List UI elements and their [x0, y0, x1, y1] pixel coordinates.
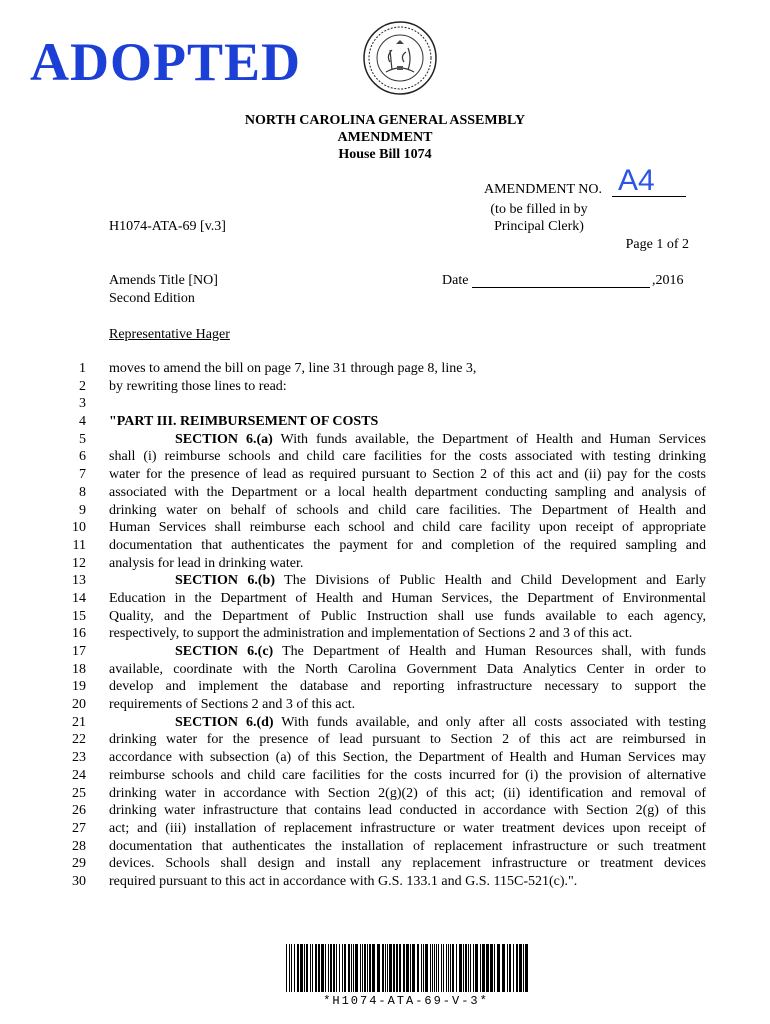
barcode-bar — [351, 944, 352, 992]
page-indicator: Page 1 of 2 — [625, 237, 689, 252]
line-text: by rewriting those lines to read: — [109, 378, 287, 394]
text-line — [109, 484, 706, 502]
barcode-bar — [291, 944, 292, 992]
line-text: respectively, to support the administration and implementation of Sections 2 and 3 of this act. — [109, 626, 633, 642]
text-line — [109, 395, 706, 413]
barcode-bar — [353, 944, 354, 992]
barcode-bar — [412, 944, 415, 992]
line-text: required pursuant to this act in accordance with G.S. 133.1 and G.S. 115C-521(c).". — [109, 873, 578, 889]
line-text: drinking water in accordance with Section 2(g)(2) of this act; (ii) identification and removal of — [109, 785, 706, 801]
barcode-bar — [436, 944, 437, 992]
text-line — [109, 767, 706, 785]
barcode-bar — [502, 944, 505, 992]
barcode-bar — [367, 944, 368, 992]
barcode-bar — [342, 944, 343, 992]
line-text: available, coordinate with the North Carolina Government Data Analytics Center in order to — [109, 661, 706, 677]
line-text: water for the presence of lead as required pursuant to Section 2 of this act and (ii) pay for the costs — [109, 467, 706, 483]
barcode-bar — [468, 944, 469, 992]
text-line — [109, 537, 706, 555]
barcode-bar — [448, 944, 449, 992]
text-line — [109, 431, 706, 449]
line-text: Education in the Department of Health and Human Services, the Department of Environmental — [109, 590, 706, 606]
clerk-note-line-2: Principal Clerk) — [494, 219, 584, 234]
barcode-bar — [430, 944, 431, 992]
line-number: 12 — [72, 555, 86, 571]
text-line — [109, 608, 706, 626]
barcode-bar — [310, 944, 311, 992]
text-line — [109, 360, 706, 378]
text-line — [109, 466, 706, 484]
line-number: 15 — [72, 608, 86, 624]
line-number: 6 — [79, 449, 86, 465]
line-number: 7 — [79, 467, 86, 483]
line-number: 22 — [72, 732, 86, 748]
text-line — [109, 678, 706, 696]
barcode-bar — [325, 944, 326, 992]
line-number: 3 — [79, 396, 86, 412]
barcode-bar — [385, 944, 386, 992]
barcode-bar — [410, 944, 411, 992]
barcode-bar — [403, 944, 405, 992]
line-number: 16 — [72, 626, 86, 642]
section-heading: "PART III. REIMBURSEMENT OF COSTS — [109, 414, 379, 430]
barcode-bar — [516, 944, 518, 992]
sponsor-name: Representative Hager — [109, 327, 230, 342]
line-text: analysis for lead in drinking water. — [109, 555, 304, 571]
barcode-bar — [286, 944, 287, 992]
line-text: reimburse schools and child care facilities for the costs incurred for (i) the provision of alternative — [109, 767, 706, 783]
barcode-bar — [304, 944, 305, 992]
barcode-bar — [417, 944, 419, 992]
text-line — [109, 838, 706, 856]
line-text: develop and implement the database and reporting infrastructure necessary to support the — [109, 679, 706, 695]
barcode-bar — [297, 944, 299, 992]
line-number: 26 — [72, 803, 86, 819]
line-number: 11 — [72, 537, 86, 553]
barcode-bar — [497, 944, 500, 992]
line-number: 19 — [72, 679, 86, 695]
barcode-bar — [330, 944, 332, 992]
date-year: ,2016 — [652, 273, 684, 288]
barcode-bar — [318, 944, 320, 992]
line-text: documentation that authenticates the payment for and completion of the required sampling and — [109, 537, 706, 553]
barcode-bar — [289, 944, 290, 992]
line-text: Human Services shall reimburse each school and child care facility upon receipt of appropriate — [109, 520, 706, 536]
barcode-bar — [421, 944, 422, 992]
line-number: 29 — [72, 856, 86, 872]
barcode-bar — [438, 944, 439, 992]
barcode-bar — [463, 944, 464, 992]
edition: Second Edition — [109, 291, 195, 306]
barcode-bar — [432, 944, 433, 992]
barcode-bar — [336, 944, 337, 992]
line-number: 9 — [79, 502, 86, 518]
text-line — [109, 785, 706, 803]
text-line — [109, 502, 706, 520]
barcode-bar — [509, 944, 511, 992]
line-number: 24 — [72, 767, 86, 783]
line-number: 1 — [79, 361, 86, 376]
section-heading: SECTION 6.(b) — [175, 573, 276, 589]
barcode-bar — [475, 944, 478, 992]
barcode-bar — [490, 944, 493, 992]
section-heading: SECTION 6.(d) — [175, 714, 274, 730]
barcode-bar — [452, 944, 454, 992]
line-number: 30 — [72, 873, 86, 889]
barcode-bar — [423, 944, 424, 992]
line-number: 27 — [72, 820, 86, 836]
text-line — [109, 378, 706, 396]
text-line — [109, 590, 706, 608]
line-number: 14 — [72, 590, 86, 606]
barcode-bar — [513, 944, 514, 992]
document-type: AMENDMENT — [337, 130, 433, 145]
section-heading: SECTION 6.(c) — [175, 644, 274, 659]
barcode-bar — [473, 944, 474, 992]
clerk-note-line-1: (to be filled in by — [490, 202, 588, 217]
line-text: documentation that authenticates the installation of replacement infrastructure or such treatment — [109, 838, 706, 854]
barcode-bar — [525, 944, 528, 992]
barcode-bar — [377, 944, 380, 992]
line-text: With funds available, the Department of Health and Human Services — [272, 431, 706, 447]
barcode-bar — [406, 944, 409, 992]
line-number: 23 — [72, 750, 86, 766]
line-text: Quality, and the Department of Public Instruction shall use funds available to each agency, — [109, 608, 706, 624]
document-id: H1074-ATA-69 [v.3] — [109, 219, 226, 234]
barcode-bar — [446, 944, 447, 992]
text-line — [109, 643, 706, 661]
text-line — [109, 696, 706, 714]
line-text: associated with the Department or a local health department conducting sampling and analysis of — [109, 484, 706, 500]
barcode-bar — [494, 944, 495, 992]
text-line — [109, 625, 706, 643]
bill-number: House Bill 1074 — [338, 147, 432, 162]
line-number: 8 — [79, 484, 86, 500]
line-number: 2 — [79, 378, 86, 394]
barcode-bar — [396, 944, 398, 992]
line-text: drinking water for the presence of lead pursuant to Section 2 of this act are reimbursed in — [109, 732, 706, 748]
barcode-bar — [456, 944, 457, 992]
line-text: The Divisions of Public Health and Child Development and Early — [275, 573, 706, 589]
amendment-number-underline — [612, 196, 686, 197]
line-text: drinking water infrastructure that contains lead conducted in accordance with Section 2(g) of this — [109, 803, 706, 819]
barcode-bar — [450, 944, 451, 992]
line-number: 13 — [72, 573, 86, 589]
text-line — [109, 873, 706, 891]
line-number: 20 — [72, 697, 86, 713]
line-number: 4 — [79, 414, 86, 430]
text-line — [109, 555, 706, 573]
barcode-bar — [382, 944, 384, 992]
date-blank-line — [472, 287, 650, 288]
barcode-bar — [443, 944, 444, 992]
barcode-bar — [434, 944, 435, 992]
barcode-bar — [360, 944, 361, 992]
state-seal-icon — [362, 20, 438, 96]
barcode-icon — [284, 944, 528, 992]
barcode-bar — [294, 944, 295, 992]
barcode-bar — [344, 944, 346, 992]
barcode-text: *H1074-ATA-69-V-3* — [323, 994, 489, 1008]
line-number: 18 — [72, 661, 86, 677]
line-text: devices. Schools shall design and install any replacement infrastructure or treatment devices — [109, 856, 706, 872]
line-number: 5 — [79, 431, 86, 447]
line-numbers — [40, 360, 86, 891]
barcode-bar — [364, 944, 366, 992]
line-text: moves to amend the bill on page 7, line 31 through page 8, line 3, — [109, 361, 477, 376]
text-line — [109, 802, 706, 820]
barcode-bar — [387, 944, 388, 992]
barcode-bar — [328, 944, 329, 992]
assembly-title: NORTH CAROLINA GENERAL ASSEMBLY — [244, 113, 526, 128]
line-text: shall (i) reimburse schools and child care facilities for the costs associated with testing drinking — [109, 449, 706, 465]
date-label: Date — [442, 273, 469, 288]
adopted-stamp: ADOPTED — [30, 32, 302, 92]
barcode-bar — [369, 944, 371, 992]
barcode-bar — [482, 944, 485, 992]
barcode-bar — [339, 944, 340, 992]
barcode-bar — [425, 944, 428, 992]
text-line — [109, 661, 706, 679]
line-text: requirements of Sections 2 and 3 of this act. — [109, 697, 356, 713]
barcode-bar — [519, 944, 522, 992]
line-text: With funds available, and only after all costs associated with testing — [273, 714, 706, 730]
barcode-bar — [306, 944, 308, 992]
line-text: drinking water on behalf of schools and child care facilities. The Department of Health and — [109, 502, 706, 518]
barcode-bar — [312, 944, 313, 992]
barcode-bar — [480, 944, 481, 992]
barcode-bar — [348, 944, 350, 992]
text-line — [109, 572, 706, 590]
barcode-bar — [507, 944, 508, 992]
clerk-note — [468, 201, 610, 235]
barcode-bar — [523, 944, 524, 992]
line-number: 17 — [72, 644, 86, 659]
line-text: accordance with subsection (a) of this Section, the Department of Health and Human Services may — [109, 750, 706, 766]
section-heading: SECTION 6.(a) — [175, 431, 273, 447]
amendment-body — [109, 360, 706, 891]
line-number: 10 — [72, 520, 86, 536]
amends-title: Amends Title [NO] — [109, 273, 218, 288]
text-line — [109, 820, 706, 838]
barcode-bar — [465, 944, 467, 992]
text-line — [109, 749, 706, 767]
text-line — [109, 519, 706, 537]
barcode-bar — [399, 944, 401, 992]
barcode-bar — [300, 944, 303, 992]
barcode-bar — [355, 944, 358, 992]
barcode-bar — [486, 944, 489, 992]
amendment-number-value: A4 — [618, 164, 655, 197]
line-number: 21 — [72, 714, 86, 730]
barcode-bar — [470, 944, 471, 992]
barcode-bar — [315, 944, 317, 992]
line-number: 28 — [72, 838, 86, 854]
barcode-bar — [459, 944, 462, 992]
amendment-number-label: AMENDMENT NO. — [484, 182, 602, 197]
text-line — [109, 448, 706, 466]
text-line — [109, 413, 706, 431]
text-line — [109, 714, 706, 732]
barcode-bar — [333, 944, 335, 992]
line-number: 25 — [72, 785, 86, 801]
text-line — [109, 731, 706, 749]
barcode-bar — [362, 944, 363, 992]
line-text: The Department of Health and Human Resources shall, with funds — [273, 644, 706, 659]
line-text: act; and (iii) installation of replacement infrastructure or water treatment devices upon receipt of — [109, 820, 706, 836]
barcode-bar — [389, 944, 392, 992]
text-line — [109, 855, 706, 873]
barcode-bar — [372, 944, 375, 992]
barcode-bar — [321, 944, 324, 992]
barcode-bar — [441, 944, 442, 992]
barcode-bar — [393, 944, 395, 992]
